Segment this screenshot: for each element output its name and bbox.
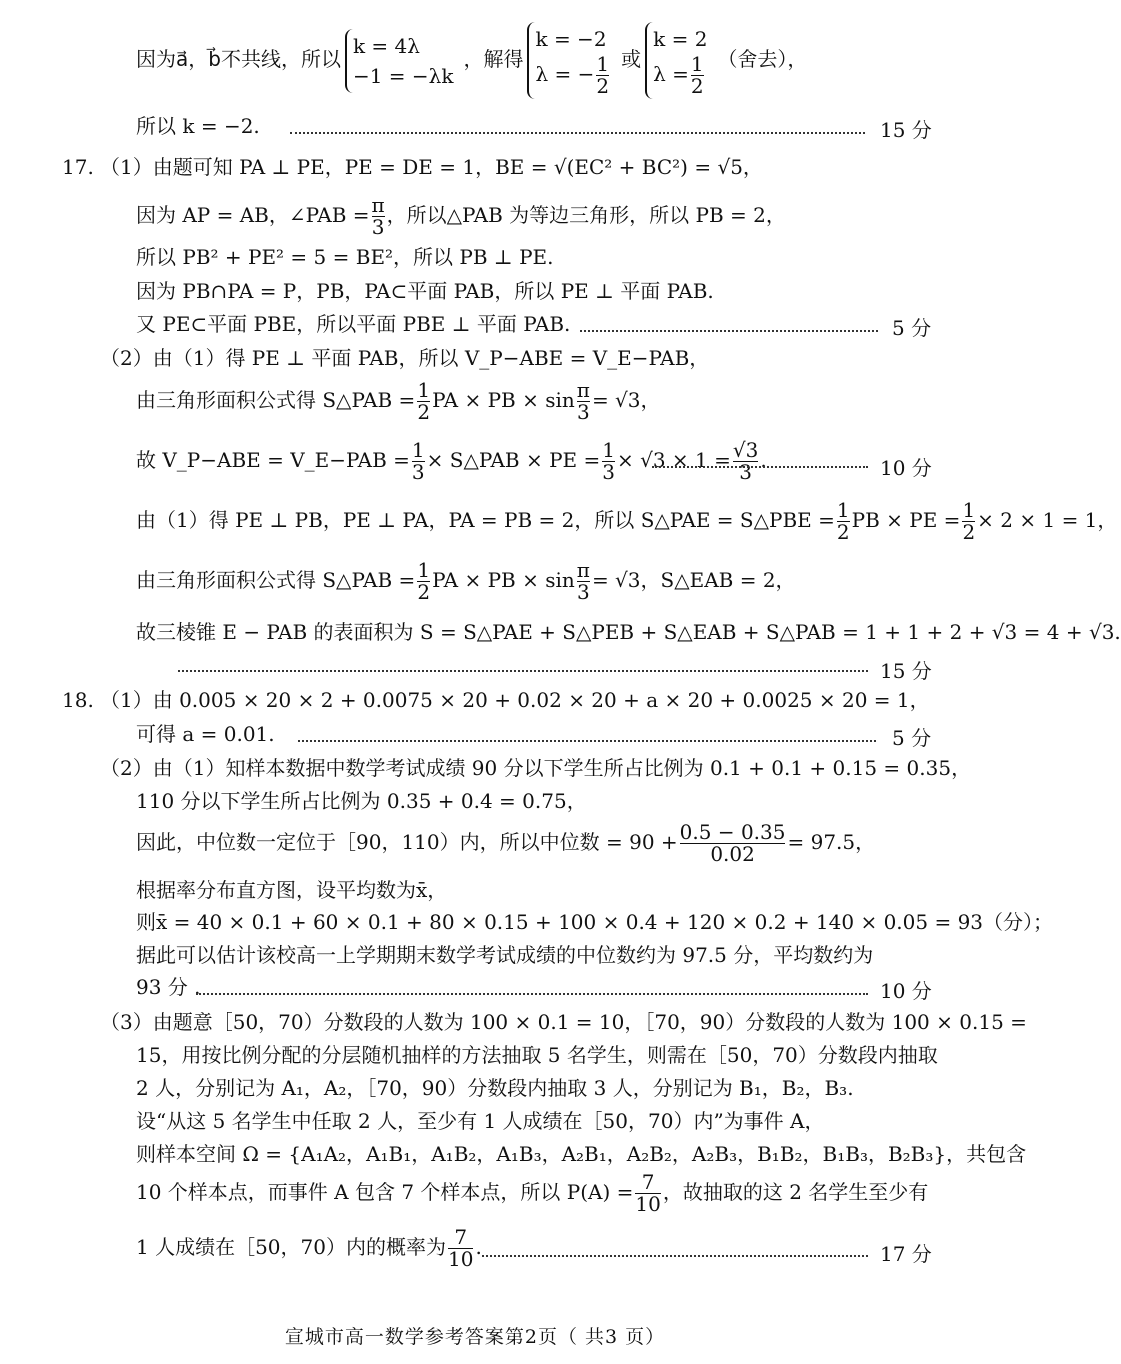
eq: k = −2 [535,27,607,51]
text: × √3 × 1 = [616,448,731,472]
score-mark: 10 分 [880,979,932,1003]
text: 由三角形面积公式得 S△PAB = [136,388,416,412]
num: 1 [411,438,425,462]
score-mark: 15 分 [880,118,932,142]
q18-p2-line5: 则x̄ = 40 × 0.1 + 60 × 0.1 + 80 × 0.15 + 100 × 0.4 + 120 × 0.2 + 140 × 0.05 = 93（分）； [136,910,1054,934]
text: . [760,448,767,472]
q17-p1-line2 [136,195,786,238]
text: ，故抽取的这 2 名学生至少有 [662,1180,929,1204]
score-mark: 15 分 [880,659,932,683]
fraction [448,1227,473,1270]
q18-p3-line7 [136,1227,482,1270]
den: 3 [411,460,425,484]
q18-p3-line1: （3）由题意［50，70）分数段的人数为 100 × 0.1 = 10，［70，90）分数段的人数为 100 × 0.15 = [100,1010,1027,1034]
page-footer: 宣城市高一数学参考答案第2页（ 共3 页） [284,1326,666,1348]
fraction [417,380,430,423]
q18-p3-line5: 则样本空间 Ω = {A₁A₂，A₁B₁，A₁B₂，A₁B₃，A₂B₁，A₂B₂，A₂B₃，B₁B₂，B₁B₃，B₂B₃}，共包含 [136,1142,1027,1166]
den: 3 [576,400,590,424]
q18-p3-line6 [136,1172,928,1215]
den: 2 [962,520,976,544]
text: （舍去）， [717,47,808,71]
den: 2 [690,74,704,98]
q16-line2: 所以 k = −2. [136,114,260,138]
text: PA × PB × sin [432,388,575,412]
dot-leader [298,740,876,742]
text: 1 人成绩在［50，70）内的概率为 [136,1235,446,1259]
num: 1 [836,498,850,522]
q18-p2-line3 [136,822,875,865]
q17-p2-line4 [136,500,1117,543]
text: 因此，中位数一定位于［90，110）内，所以中位数 = 90 + [136,830,678,854]
eq: k = 4λ [352,33,420,58]
solution-2 [645,22,713,99]
score-mark: 10 分 [880,456,932,480]
den: 3 [371,215,385,239]
num: π [576,558,590,582]
q18-p1-line1: （1）由 0.005 × 20 × 2 + 0.0075 × 20 + 0.02 × 20 + a × 20 + 0.0025 × 20 = 1， [100,688,930,712]
q18-p2-line6: 据此可以估计该校高一上学期期末数学考试成绩的中位数约为 97.5 分，平均数约为 [136,943,874,967]
num: 7 [641,1170,655,1194]
num: π [576,378,590,402]
text: 故 V_P−ABE = V_E−PAB = [136,448,410,472]
text: ，解得 [463,47,524,71]
q17-p2-line6: 故三棱锥 E − PAB 的表面积为 S = S△PAE + S△PEB + S△EAB + S△PAB = 1 + 1 + 2 + √3 = 4 + √3. [136,620,1121,644]
q18-p3-line3: 2 人，分别记为 A₁，A₂，［70，90）分数段内抽取 3 人，分别记为 B₁，B₂，B₃. [136,1076,854,1100]
text: . [475,1235,482,1259]
fraction [602,440,615,483]
fraction [372,195,385,238]
den: 2 [836,520,850,544]
num: 1 [417,558,431,582]
q17-p2-line1: （2）由（1）得 PE ⊥ 平面 PAB，所以 V_P−ABE = V_E−PAB， [100,346,710,370]
question-number: 17. [62,155,94,179]
q18-p1-line2: 可得 a = 0.01. [136,722,275,746]
q18-p3-line2: 15，用按比例分配的分层随机抽样的方法抽取 5 名学生，则需在［50，70）分数段内抽取 [136,1043,938,1067]
text: × S△PAB × PE = [426,448,601,472]
text: PA × PB × sin [432,568,575,592]
q17-p1-line1: （1）由题可知 PA ⊥ PE，PE = DE = 1，BE = √(EC² + BC²) = √5， [100,155,763,179]
text: 因为 AP = AB，∠PAB = [136,203,370,227]
num: 0.5 − 0.35 [679,820,786,844]
den: 3 [602,460,615,484]
q18-p2-line2: 110 分以下学生所占比例为 0.35 + 0.4 = 0.75， [136,789,587,813]
fraction [417,560,430,603]
num: √3 [732,438,759,462]
num: 1 [417,378,431,402]
dot-leader [580,330,878,332]
num: 1 [690,52,704,76]
text: 10 个样本点，而事件 A 包含 7 个样本点，所以 P(A) = [136,1180,634,1204]
text: ，所以△PAB 为等边三角形，所以 PB = 2， [386,203,786,227]
fraction [635,1172,660,1215]
q18-p2-line1: （2）由（1）知样本数据中数学考试成绩 90 分以下学生所占比例为 0.1 + 0.1 + 0.15 = 0.35， [100,756,972,780]
den: 2 [596,74,610,98]
text: 或 [621,47,642,71]
fraction [691,54,704,97]
dot-leader [290,132,865,134]
q17-p1-line5: 又 PE⊂平面 PBE，所以平面 PBE ⊥ 平面 PAB. [136,312,571,336]
equation-system-1 [345,29,460,93]
text: = √3， [591,388,661,412]
dot-leader [482,1255,868,1257]
q16-line1 [136,22,807,99]
q17-p1-line4: 因为 PB∩PA = P，PB，PA⊂平面 PAB，所以 PE ⊥ 平面 PAB. [136,279,714,303]
eq: λ = [653,62,689,86]
fraction [577,380,590,423]
score-mark: 5 分 [892,726,932,750]
dot-leader [196,993,868,995]
text: 由三角形面积公式得 S△PAB = [136,568,416,592]
text: 由（1）得 PE ⊥ PB，PE ⊥ PA，PA = PB = 2，所以 S△PAE = S△PBE = [136,508,835,532]
fraction [962,500,975,543]
score-mark: 17 分 [880,1242,932,1266]
num: 1 [962,498,976,522]
score-mark: 5 分 [892,316,932,340]
num: 1 [596,52,610,76]
den: 10 [635,1192,661,1216]
question-number: 18. [62,688,94,712]
eq: −1 = −λk [352,63,454,88]
q17-p2-line2 [136,380,661,423]
q17-p2-line3 [136,440,767,483]
text: = 97.5， [787,830,876,854]
text: 因为a⃗，b⃗不共线，所以 [136,47,341,71]
fraction [577,560,590,603]
text: PB × PE = [851,508,961,532]
q18-p3-line4: 设“从这 5 名学生中任取 2 人，至少有 1 人成绩在［50，70）内”为事件 A， [136,1109,825,1133]
text: × 2 × 1 = 1， [977,508,1118,532]
den: 3 [576,580,590,604]
q17-p2-line5 [136,560,796,603]
fraction [733,440,758,483]
num: 1 [602,438,615,462]
den: 10 [447,1247,474,1271]
den: 3 [733,461,758,483]
solution-1 [527,22,617,99]
den: 2 [417,580,431,604]
q17-p1-line3: 所以 PB² + PE² = 5 = BE²，所以 PB ⊥ PE. [136,245,554,269]
dot-leader [178,670,868,672]
fraction [680,822,786,865]
eq: λ = − [535,62,595,86]
q18-p2-line4: 根据率分布直方图，设平均数为x̄， [136,878,448,902]
den: 0.02 [680,843,786,865]
num: 7 [454,1225,468,1249]
fraction [412,440,425,483]
text: = √3，S△EAB = 2， [591,568,796,592]
q18-p2-line7: 93 分 . [136,975,201,999]
den: 2 [417,400,431,424]
dot-leader [652,466,868,468]
fraction [596,54,609,97]
eq: k = 2 [653,27,708,51]
num: π [371,193,385,217]
fraction [837,500,850,543]
